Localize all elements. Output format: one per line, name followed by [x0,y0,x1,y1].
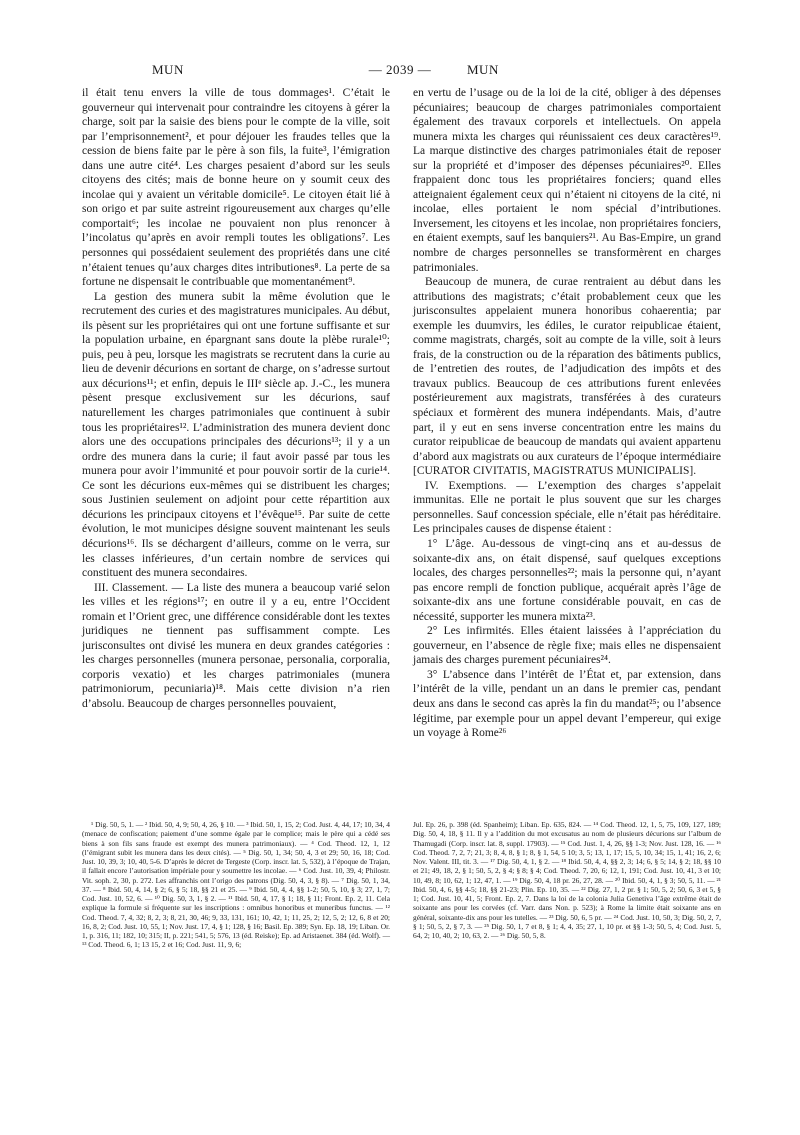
paragraph-section-classement: III. Classement. — La liste des munera a beaucoup varié selon les villes et les régions¹⁷; en outre il y a eu, entre l’Occident romain et l’Orient grec, une différence considérable dont les textes juridiques ne tiennent pas suffisamment compte. Les jurisconsultes ont divisé les munera en deux grandes catégories : les charges personnelles (munera personae, personalia, corporalia, corporis vexatio) et les charges patrimoniales (munera patrimoniorum, pecuniaria)¹⁸. Mais cette division n’a rien d’absolu. Beaucoup de charges personnelles pouvaient, [82,581,390,710]
page-number: — 2039 — [368,62,432,77]
footnotes-right [413,820,721,940]
footnotes-left [82,820,390,950]
paragraph: il était tenu envers la ville de tous dommages¹. C’était le gouverneur qui intervenait pour contraindre les citoyens à gérer la charge, soit par la saisie des biens pour le compte de la ville, soit par l’emprisonnement², et pour déjouer les fraudes telles que la cession de biens faite par le père à son fils, la fuite³, l’émigration dans une autre cité⁴. Les charges pesaient d’abord sur les seuls citoyens des cités; mais de bonne heure on y soumit ceux des incolae qui y avaient un véritable domicile⁵. Le citoyen était lié à son origo et par suite astreint rigoureusement aux charges qu’elle comportait⁶; les incolae ne pouvaient non plus renoncer à l’incolatus qu’après en avoir rempli toutes les obligations⁷. Les personnes qui possédaient seulement des propriétés dans une cité n’étaient tenues qu’aux charges dites intributiones⁸. La perte de sa fortune ne dispensait le contribuable que momentanément⁹. [82,87,390,289]
running-header [82,62,718,82]
list-item-infirmites: 2° Les infirmités. Elles étaient laissées à l’appréciation du gouverneur, en l’absence de règle fixe; mais elles ne dispensaient jamais des charges purement pécuniaires²⁴. [413,625,721,667]
header-left-word: MUN [152,62,184,77]
header-right-word: MUN [467,62,499,77]
footnote-block: Jul. Ep. 26, p. 398 (éd. Spanheim); Liban. Ep. 635, 824. — ¹⁴ Cod. Theod. 12, 1, 5, 75, 109, 127, 189; Dig. 50, 4, 18, § 11. Il y a l’addition du mot excusatus au nom de plusieurs décurions sur l’album de Thamugadi (Corp. inscr. lat. 8, suppl. 17903). — ¹⁵ Cod. Just. 1, 4, 26, §§ 1-3; Nov. Just. 128, 16. — ¹⁶ Cod. Theod. 7, 2, 7; 21, 3; 8, 4, 8, § 1; 8, § 1, 54, 5 10; 3, 5; 13, 1, 17; 15, 5, 10, 34; 15, 1, 41; 16, 2, 6; Nov. Valent. III, tit. 3. — ¹⁷ Dig. 50, 4, 1, § 2. — ¹⁸ Ibid. 50, 4, 4, §§ 2, 3; 14; 6, § 5; 14, § 2; 18, §§ 10 et 21; 49, 18, 2, § 1; 50, 5, 2, § 4; § 8; § 4; Cod. Theod. 7, 20, 6; 12, 1, 191; Cod. Just. 10, 41, 3 et 10; 10, 49, 8; 10, 62, 1; 12, 47, 1. — ¹⁹ Dig. 50, 4, 18 pr. 26, 27, 28. — ²⁰ Ibid. 50, 4, 1, § 3; 50, 5, 11. — ²¹ Ibid. 50, 4, 6, §§ 4-5; 18, §§ 21-23; Plin. Ep. 10, 35. — ²² Dig. 27, 1, 2 pr. § 1; 50, 5, 2; 50, 6, 3 et 5, § 1; Cod. Just. 10, 41, 5; Front. Ep. 2, 7. Dans la loi de la colonia Julia Genetiva l’âge extrême était de soixante ans pour les corvées (cf. Varr. dans Non. p. 523); à Rome la limite était soixante ans en général, soixante-dix ans pour les tutelles. — ²³ Dig. 50, 6, 5 pr. — ²⁴ Cod. Just. 10, 50, 3; Dig. 50, 2, 7, § 1; 50, 5, 2, § 7, 3. — ²⁵ Dig. 50, 1, 7 et 8, § 1; 4, 4, 35; 27, 1, 10 pr. et §§ 1-3; 50, 5, 4; Cod. Just. 5, 64, 2; 10, 40, 2; 10, 63, 2. — ²⁶ Dig. 50, 5, 8. [413,820,721,940]
right-column [413,86,721,741]
list-item-absence: 3° L’absence dans l’intérêt de l’État et, par extension, dans l’intérêt de la ville, pendant un an dans le premier cas, pendant deux ans dans le second cas après la fin du mandat²⁵; ou l’absence légitime, par exemple pour un appel devant l’empereur, qui exige un voyage à Rome²⁶ [413,668,721,740]
footnote-block: ¹ Dig. 50, 5, 1. — ² Ibid. 50, 4, 9; 50, 4, 26, § 10. — ³ Ibid. 50, 1, 15, 2; Cod. Just. 4, 44, 17; 10, 34, 4 (menace de confiscation; paiement d’une somme égale par le complice; mais le père qui a cédé ses biens à son fils sans fraude est exempt des munera patrimoniaux). — ⁴ Cod. Theod. 12, 1, 12 (l’émigrant subit les munera dans les deux cités). — ⁵ Dig. 50, 1, 34; 50, 4, 3 et 29; 50, 16, 18; Cod. Just. 10, 39, 3; 10, 40, 5-6. D’après le décret de Tergeste (Corp. inscr. lat. 5, 532), à l’époque de Trajan, il fallait encore l’autorisation impériale pour y soumettre les incolae. — ⁶ Cod. Just. 10, 39, 4; Philostr. Vit. soph. 2, 30, p. 272. Les affranchis ont l’origo des patrons (Dig. 50, 4, 3, § 8). — ⁷ Dig. 50, 1, 34, 37. — ⁸ Ibid. 50, 4, 14, § 2; 6, § 5; 18, §§ 21 et 25. — ⁹ Ibid. 50, 4, 4, §§ 1-2; 50, 5, 10, § 3; 27, 1, 7; Cod. Just. 10, 52, 6. — ¹⁰ Dig. 50, 3, 1, § 2. — ¹¹ Ibid. 50, 4, 17, § 1; 18, § 11; Front. Ep. 2, 11. Cela explique la formule si fréquente sur les inscriptions : omnibus honoribus et muneribus functus. — ¹² Cod. Theod. 7, 4, 32; 8, 2, 3; 8, 21, 30, 46; 9, 33, 131, 161; 10, 42, 1; 11, 25, 2; 12, 5, 2; 12, 6, 8 et 20; 16, 8, 2; Cod. Just. 10, 55, 1; Nov. Just. 17, 4, § 1; 128, § 16; Basil. Ep. 389; Syn. Ep. 18, 19; Liban. Or. 1, p. 316, 11; 182, 10; 315; II, p. 221; 541, 5; 576, 13 (éd. Reiske); Ep. ad Aristaenet. 384 (éd. Wolf). — ¹³ Cod. Theod. 6, 1; 13 15, 2 et 16; Cod. Just. 11, 9, 6; [82,820,390,950]
paragraph: Beaucoup de munera, de curae rentraient au début dans les attributions des magistrats; c’était probablement ceux que les jurisconsultes appelaient munera honoribus cohaerentia; par exemple les duumvirs, les édiles, le curator reipublicae étaient, comme magistrats, chargés, soit au compte de la ville, soit à leurs frais, de la construction ou de la réparation des bâtiments publics, de l’entretien des routes, de l’adjudication des impôts et des travaux publics. Beaucoup de ces attributions furent enlevées postérieurement aux magistrats, transférées à des curateurs spéciaux et formèrent des munera indépendants. Mais, d’autre part, il y eut en sens inverse concentration entre les mains du curator reipublicae de beaucoup de mandats qui avaient appartenu d’abord aux magistrats ou aux curateurs de l’époque intermédiaire [CURATOR CIVITATIS, MAGISTRATUS MUNICIPALIS]. [413,276,721,478]
paragraph: La gestion des munera subit la même évolution que le recrutement des curies et des magistratures municipales. Au début, ils pèsent sur les propriétaires qui ont une fortune suffisante et sur la population urbaine, en épargnant sans doute la plèbe rurale¹⁰; puis, peu à peu, lorsque les magistrats se recrutent dans la curie au lieu de devenir décurions en sortant de charge, on s’adresse surtout aux décurions¹¹; et enfin, depuis le IIIᵉ siècle ap. J.-C., les munera pèsent presque exclusivement sur les décurions, sauf naturellement les charges patrimoniales que continuent à subir tous les propriétaires¹². L’administration des munera devient donc alors une des occupations principales des décurions¹³; il y a un ordre des munera dans la curie; il faut avoir passé par tous les munera pour avoir l’immunité et pour pouvoir sortir de la curie¹⁴. Ce sont les décurions eux-mêmes qui se distribuent les charges; sous Justinien seulement on adjoint pour cette répartition aux décurions les principaux citoyens et l’évêque¹⁵. Par suite de cette évolution, le mot municipes désigne souvent maintenant les seuls décurions¹⁶. Ils se déchargent d’ailleurs, comme on le verra, sur les classes inférieures, d’un certain nombre de services qui constituent des munera secondaires. [82,290,390,580]
paragraph-section-exemptions: IV. Exemptions. — L’exemption des charges s’appelait immunitas. Elle ne portait le plus souvent que sur les charges personnelles. Sauf concession spéciale, elle n’était pas héréditaire. Les principales causes de dispense étaient : [413,479,721,536]
paragraph: en vertu de l’usage ou de la loi de la cité, obliger à des dépenses pécuniaires; beaucoup de charges patrimoniales comportaient également des travaux corporels et intellectuels. On appela munera mixta les charges qui réunissaient ces deux caractères¹⁹. La marque distinctive des charges patrimoniales était de reposer sur la propriété et d’imposer des dépenses pécuniaires²⁰. Elles frappaient donc tous les propriétaires fonciers; quand elles atteignaient également ceux qui n’étaient ni citoyens de la cité, ni incolae, elles portaient le nom spécial d’intributiones. Inversement, les citoyens et les incolae, non propriétaires fonciers, en étaient exempts, sauf les banquiers²¹. Au Bas-Empire, un grand nombre de charges personnelles se transformèrent en charges patrimoniales. [413,87,721,274]
list-item-age: 1° L’âge. Au-dessous de vingt-cinq ans et au-dessus de soixante-dix ans, on était dispensé, sauf quelques exceptions locales, des charges personnelles²²; mais la personne qui, n’ayant pas encore rempli de fonction publique, acquérait après l’âge de soixante-dix ans une fortune considérable pouvait, en cas de nécessité, supporter les munera mixta²³. [413,537,721,623]
left-column [82,86,390,712]
